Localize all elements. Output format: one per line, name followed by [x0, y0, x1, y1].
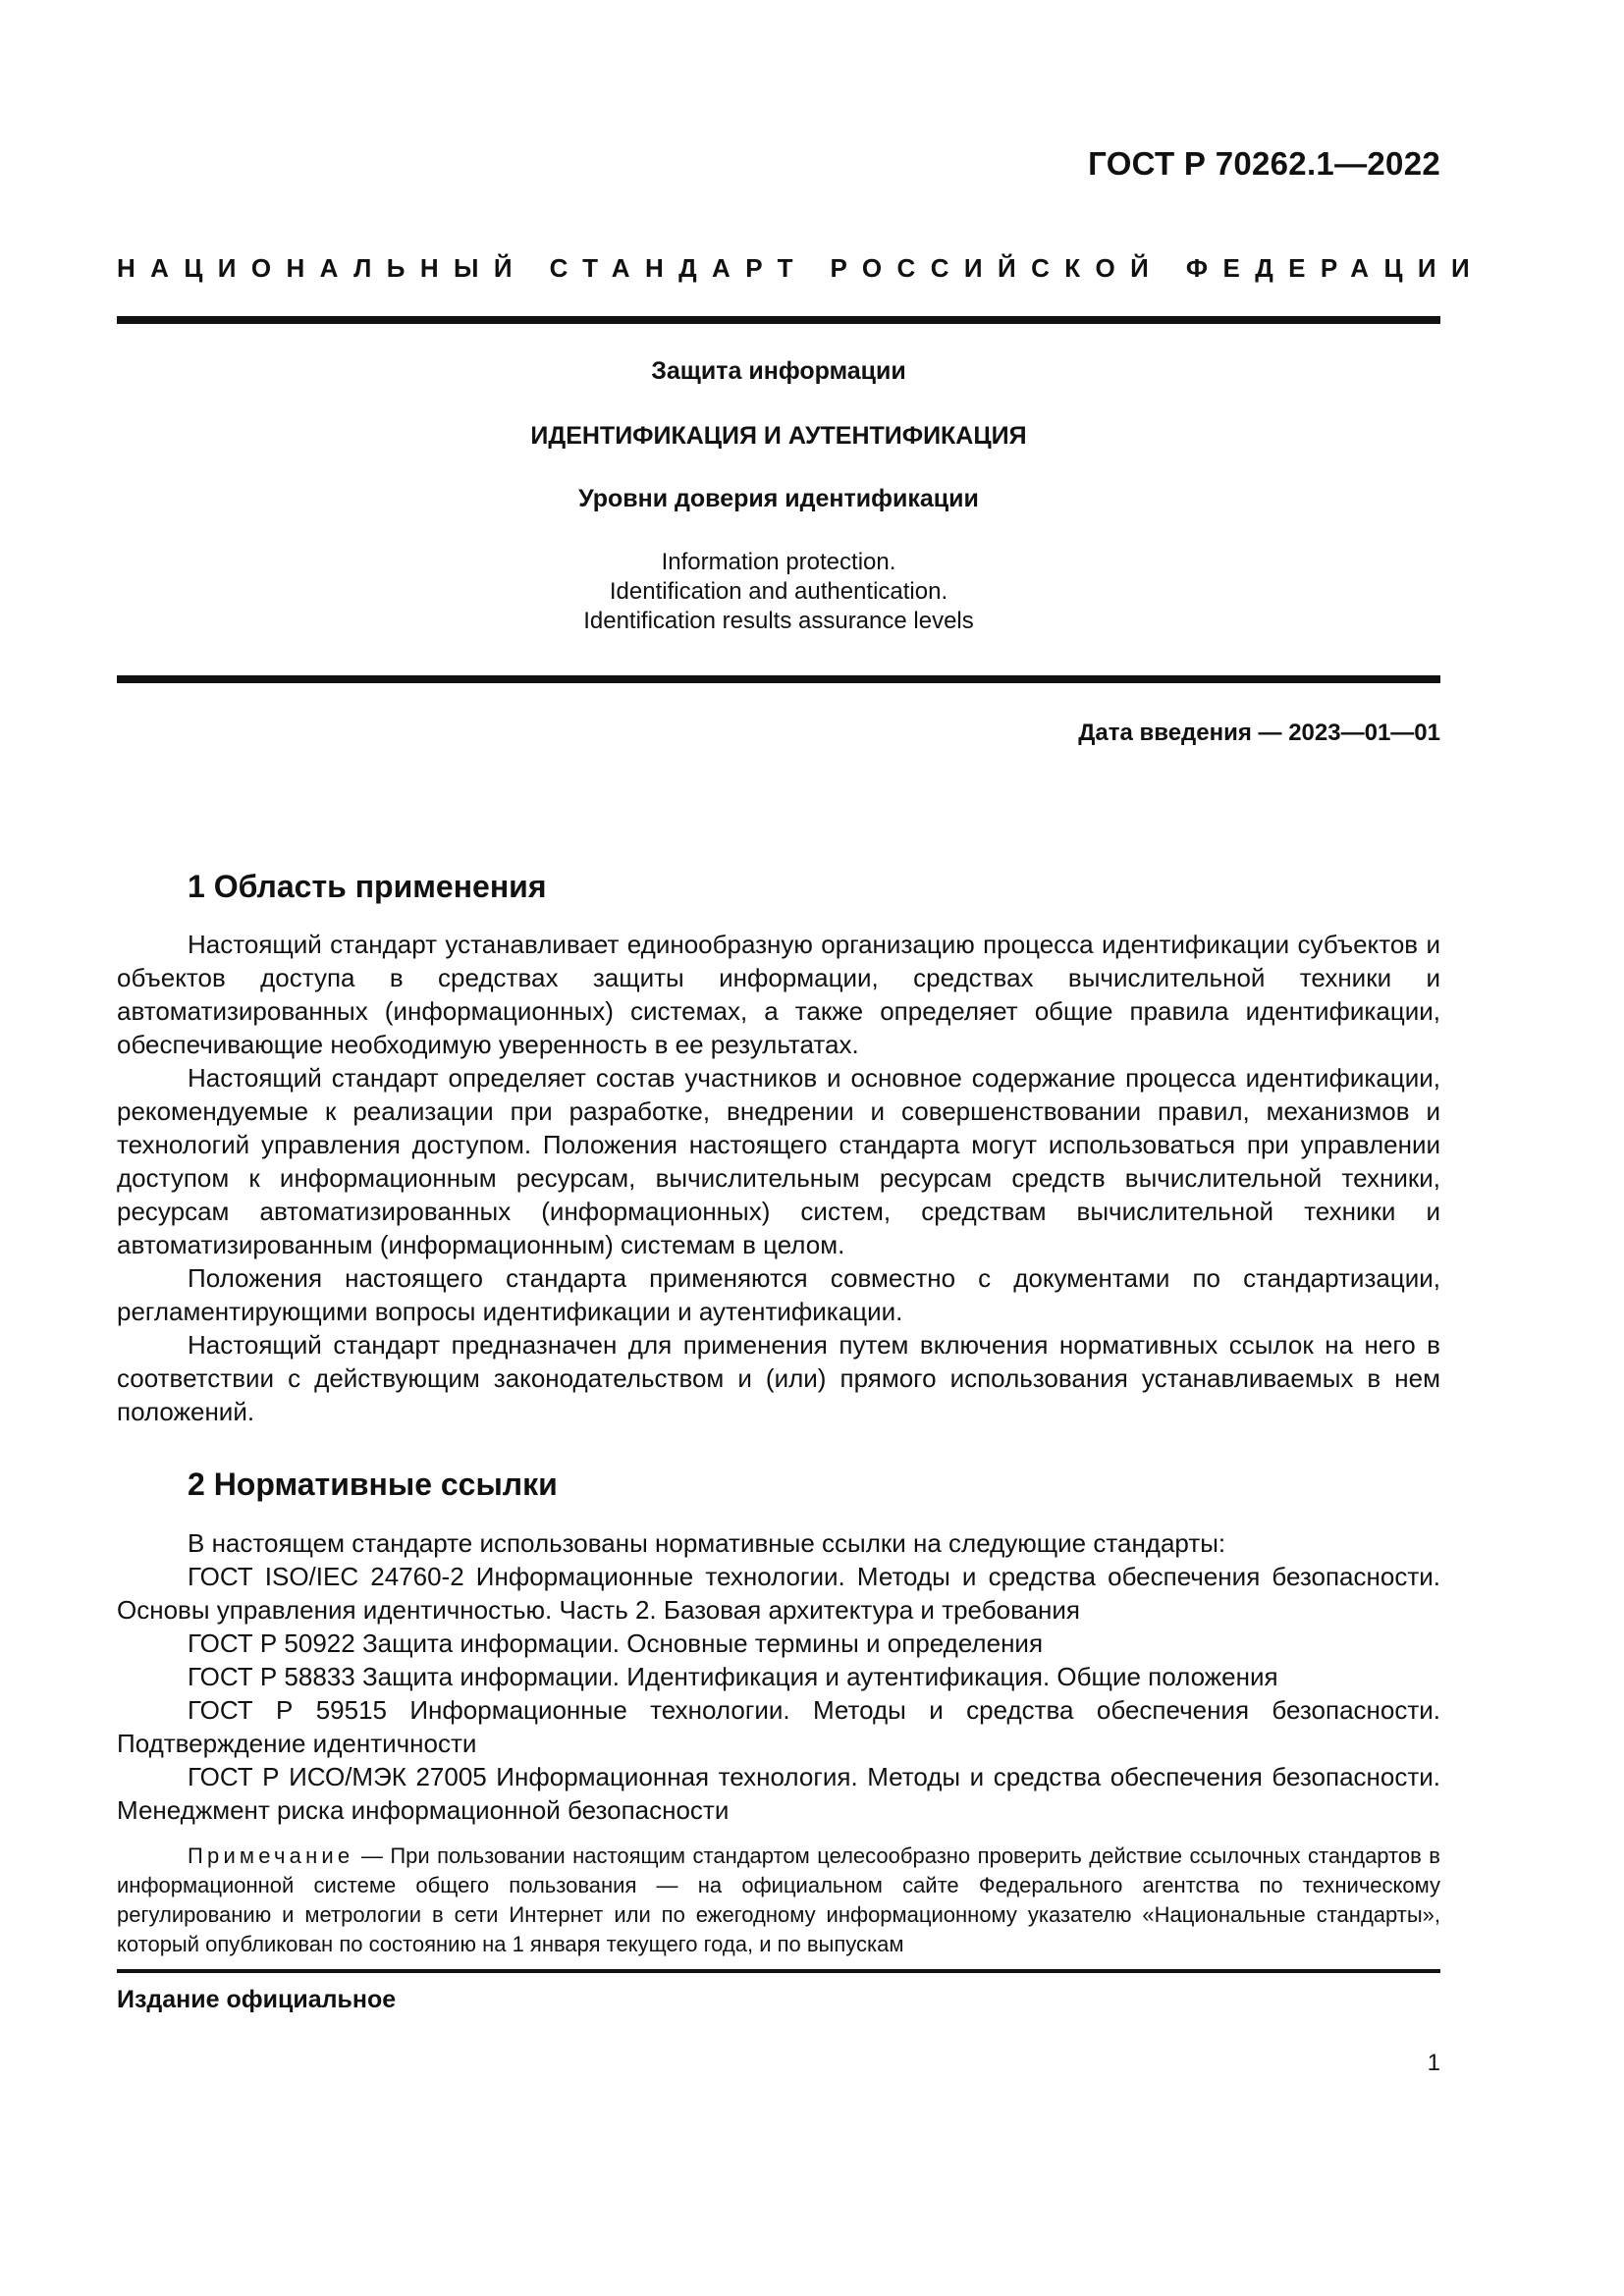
- document-title: ИДЕНТИФИКАЦИЯ И АУТЕНТИФИКАЦИЯ: [530, 422, 1027, 450]
- note: [117, 1842, 1440, 1959]
- paragraph: Настоящий стандарт определяет состав участников и основное содержание процесса идентификации, рекомендуемые к реализации при разработке, внедрении и совершенствовании правил, механизмов и технологий управления доступом. Положения настоящего стандарта могут использоваться при управлении доступом к информационным ресурсам, вычислительным ресурсам средств вычислительной техники, ресурсам автоматизированных (информационных) систем, средствам вычислительной техники и автоматизированным (информационным) системам в целом.: [117, 1063, 1440, 1259]
- paragraph: В настоящем стандарте использованы нормативные ссылки на следующие стандарты:: [188, 1528, 1226, 1558]
- reference-item: ГОСТ Р ИСО/МЭК 27005 Информационная технология. Методы и средства обеспечения безопасности. Менеджмент риска информационной безопасности: [117, 1762, 1440, 1825]
- reference-item: ГОСТ ISO/IEC 24760-2 Информационные технологии. Методы и средства обеспечения безопасности. Основы управления идентичностью. Часть 2. Базовая архитектура и требования: [117, 1562, 1440, 1625]
- section-1: [117, 870, 1440, 903]
- title-divider: [117, 675, 1440, 683]
- reference-item: ГОСТ Р 58833 Защита информации. Идентификация и аутентификация. Общие положения: [188, 1662, 1278, 1691]
- reference-item: ГОСТ Р 59515 Информационные технологии. Методы и средства обеспечения безопасности. Подтверждение идентичности: [117, 1695, 1440, 1758]
- standard-banner: НАЦИОНАЛЬНЫЙ СТАНДАРТ РОССИЙСКОЙ ФЕДЕРАЦИИ: [117, 253, 1486, 283]
- document-subtitle: Уровни доверия идентификации: [578, 485, 979, 512]
- section-heading: 1 Область применения: [188, 869, 547, 904]
- title-category: Защита информации: [651, 357, 906, 385]
- english-title-line: Identification and authentication.: [609, 578, 948, 605]
- section-2: [117, 1468, 1440, 1501]
- paragraph: Настоящий стандарт устанавливает единообразную организацию процесса идентификации субъектов и объектов доступа в средствах защиты информации, средствах вычислительной техники и автоматизированных (информационных) системах, а также определяет общие правила идентификации, обеспечивающие необходимую уверенность в ее результатах.: [117, 930, 1440, 1059]
- english-titles: [117, 548, 1440, 636]
- page-number: 1: [1427, 2050, 1440, 2076]
- note-label: Примечание: [188, 1843, 354, 1868]
- section-2-body: [117, 1526, 1440, 1827]
- footer-divider: [117, 1969, 1440, 1973]
- english-title-line: Identification results assurance levels: [583, 608, 974, 634]
- note-paragraph: [117, 1842, 1440, 1959]
- paragraph: Положения настоящего стандарта применяются совместно с документами по стандартизации, регламентирующими вопросы идентификации и аутентификации.: [117, 1263, 1440, 1326]
- paragraph: Настоящий стандарт предназначен для применения путем включения нормативных ссылок на него в соответствии с действующим законодательством и (или) прямого использования устанавливаемых в нем положений.: [117, 1330, 1440, 1426]
- introduction-date: Дата введения — 2023—01—01: [1078, 720, 1440, 746]
- english-title-line: Information protection.: [661, 549, 896, 575]
- top-divider: [117, 316, 1440, 324]
- section-heading: 2 Нормативные ссылки: [188, 1467, 558, 1502]
- note-text: — При пользовании настоящим стандартом целесообразно проверить действие ссылочных стандартов в информационной системе общего пользования — на официальном сайте Федерального агентства по техническому регулированию и метрологии в сети Интернет или по ежегодному информационному указателю «Национальные стандарты», который опубликован по состоянию на 1 января текущего года, и по выпускам: [117, 1843, 1440, 1956]
- reference-item: ГОСТ Р 50922 Защита информации. Основные термины и определения: [188, 1629, 1044, 1658]
- section-1-body: [117, 928, 1440, 1428]
- document-code: ГОСТ Р 70262.1—2022: [1088, 145, 1440, 182]
- edition-label: Издание официальное: [117, 1986, 397, 2013]
